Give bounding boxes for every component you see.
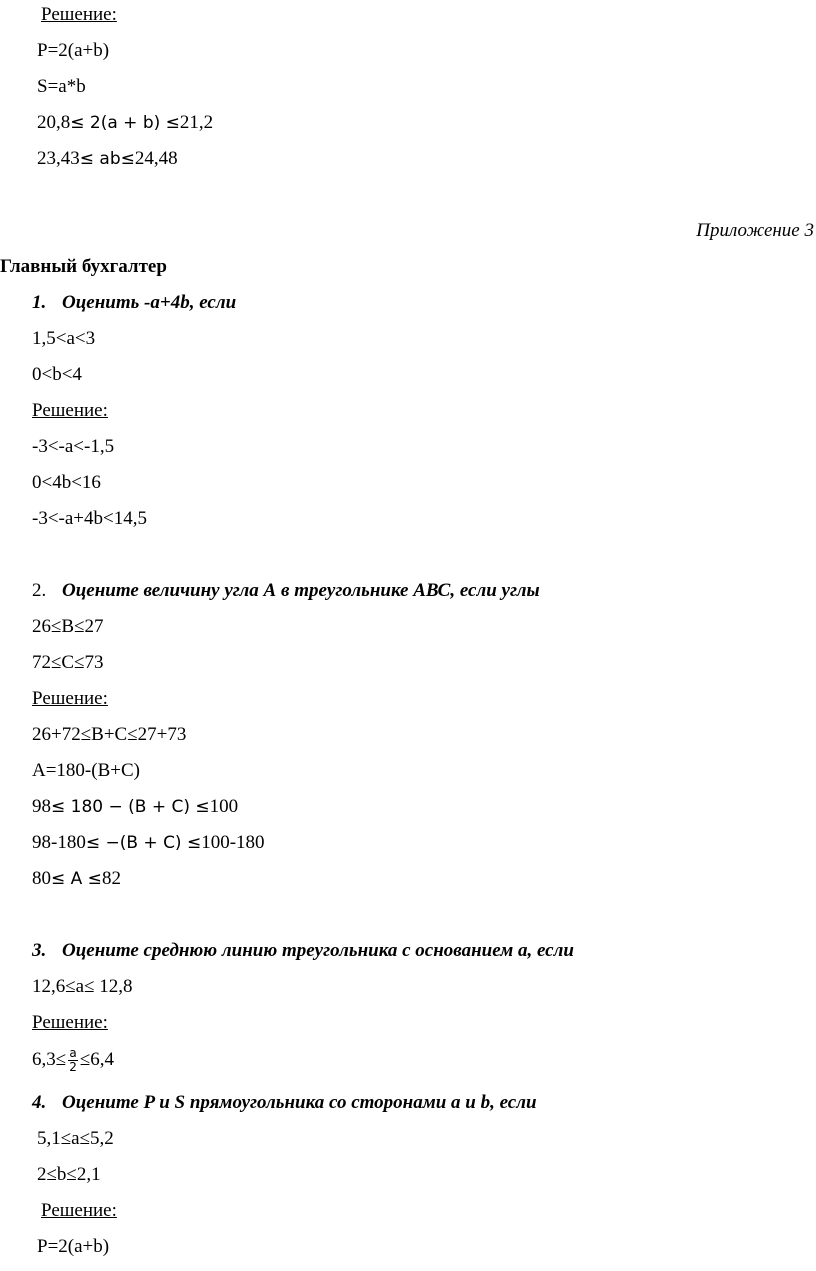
fraction-denominator: 2	[69, 1060, 77, 1075]
task1-number: 1.	[32, 292, 47, 313]
task2-step5	[32, 867, 121, 891]
task1-heading	[32, 291, 236, 315]
area-formula-top: S=a*b	[37, 76, 86, 97]
ineq2-left: 23,43	[37, 148, 80, 169]
appendix-label: Приложение 3	[696, 220, 814, 241]
task2-solution-label: Решение:	[32, 688, 108, 709]
task3-step	[32, 1043, 114, 1077]
task2-step3-right: 100	[209, 796, 239, 817]
task2-step3-mid: ≤ 180 − (B + C) ≤	[51, 797, 210, 817]
task4-cond1: 5,1≤a≤5,2	[37, 1128, 114, 1149]
task2-cond2: 72≤С≤73	[32, 652, 104, 673]
task1-step2: 0<4b<16	[32, 472, 101, 493]
ineq1-mid: ≤ 2(a + b) ≤	[70, 113, 180, 133]
task1-step1: -3<-a<-1,5	[32, 436, 115, 457]
task1-cond1: 1,5<a<3	[32, 328, 96, 349]
inequality-area	[37, 147, 178, 171]
task2-step5-right: 82	[101, 868, 121, 889]
task1-solution-label: Решение:	[32, 400, 108, 421]
solution-label-top: Решение:	[41, 4, 117, 25]
task4-solution-label: Решение:	[41, 1200, 117, 1221]
task2-step4-left: 98-180	[32, 832, 86, 853]
task3-solution-label: Решение:	[32, 1012, 108, 1033]
ineq2-right: 24,48	[134, 148, 178, 169]
task4-title: Оцените P и S прямоугольника со сторонами a и b, если	[62, 1092, 537, 1113]
task3-title: Оцените среднюю линию треугольника с основанием a, если	[62, 940, 574, 961]
ineq1-right: 21,2	[179, 112, 214, 133]
role-title: Главный бухгалтер	[0, 256, 167, 277]
inequality-perimeter	[37, 111, 213, 135]
task2-step5-left: 80	[32, 868, 51, 889]
task2-heading	[32, 579, 540, 603]
task2-step1: 26+72≤В+С≤27+73	[32, 724, 187, 745]
task3-fraction	[68, 1047, 78, 1074]
task1-step3: -3<-a+4b<14,5	[32, 508, 147, 529]
task2-step2: А=180-(В+С)	[32, 760, 140, 781]
perimeter-formula-top: P=2(a+b)	[37, 40, 110, 61]
task3-cond1: 12,6≤a≤ 12,8	[32, 976, 133, 997]
task2-cond1: 26≤В≤27	[32, 616, 104, 637]
task4-heading	[32, 1091, 537, 1115]
ineq1-left: 20,8	[37, 112, 71, 133]
ineq2-mid: ≤ ab≤	[79, 149, 135, 169]
task2-step4	[32, 831, 265, 855]
task3-step-right: ≤6,4	[79, 1049, 115, 1070]
task2-step4-mid: ≤ −(B + C) ≤	[85, 833, 202, 853]
task2-step4-right: 100-180	[201, 832, 265, 853]
task2-step3-left: 98	[32, 796, 51, 817]
fraction-numerator: a	[69, 1046, 77, 1061]
task4-number: 4.	[32, 1092, 47, 1113]
task3-heading	[32, 939, 574, 963]
task3-step-left: 6,3≤	[32, 1049, 67, 1070]
task4-step1: P=2(a+b)	[37, 1236, 110, 1257]
task2-step3	[32, 795, 238, 819]
task1-cond2: 0<b<4	[32, 364, 82, 385]
task1-title: Оценить -a+4b, если	[62, 292, 237, 313]
task3-number: 3.	[32, 940, 47, 961]
task2-title: Оцените величину угла А в треугольнике АВС, если углы	[62, 580, 540, 601]
task4-cond2: 2≤b≤2,1	[37, 1164, 101, 1185]
task2-number: 2.	[32, 580, 47, 601]
task2-step5-mid: ≤ A ≤	[51, 869, 102, 889]
